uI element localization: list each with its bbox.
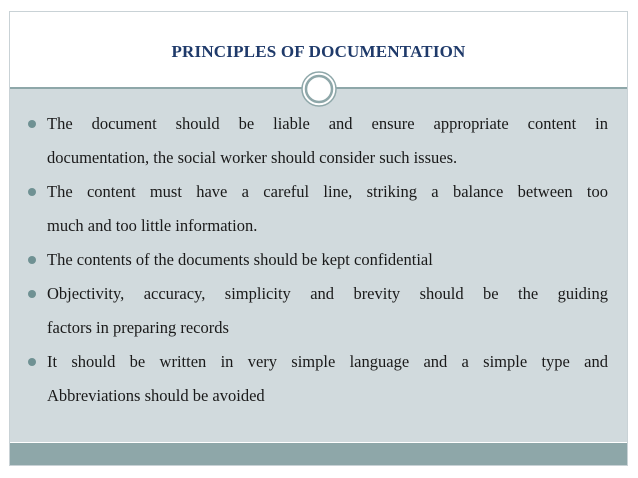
bullet-dot-icon (28, 358, 36, 366)
circle-ornament-icon (301, 71, 337, 107)
bullet-item (28, 277, 608, 345)
bullet-line: Objectivity, accuracy, simplicity and brevity should be the guiding (47, 284, 608, 303)
bullet-line: The content must have a careful line, striking a balance between too (47, 182, 608, 201)
bullet-dot-icon (28, 256, 36, 264)
bullet-line: The document should be liable and ensure appropriate content in (47, 114, 608, 133)
bullet-line: much and too little information. (47, 216, 258, 235)
bullet-item (28, 175, 608, 243)
bullet-dot-icon (28, 188, 36, 196)
bullet-item (28, 243, 608, 277)
bullet-line: factors in preparing records (47, 318, 229, 337)
slide-frame (9, 11, 628, 466)
bullet-line: It should be written in very simple language and a simple type and (47, 352, 608, 371)
bullet-line: documentation, the social worker should consider such issues. (47, 148, 458, 167)
bullet-item (28, 345, 608, 413)
bullet-list (28, 107, 608, 413)
bullet-line: The contents of the documents should be kept confidential (47, 250, 433, 269)
bullet-dot-icon (28, 290, 36, 298)
slide-title: PRINCIPLES OF DOCUMENTATION (171, 42, 466, 61)
footer-band (10, 443, 627, 465)
bullet-dot-icon (28, 120, 36, 128)
bullet-line: Abbreviations should be avoided (47, 386, 265, 405)
bullet-item (28, 107, 608, 175)
